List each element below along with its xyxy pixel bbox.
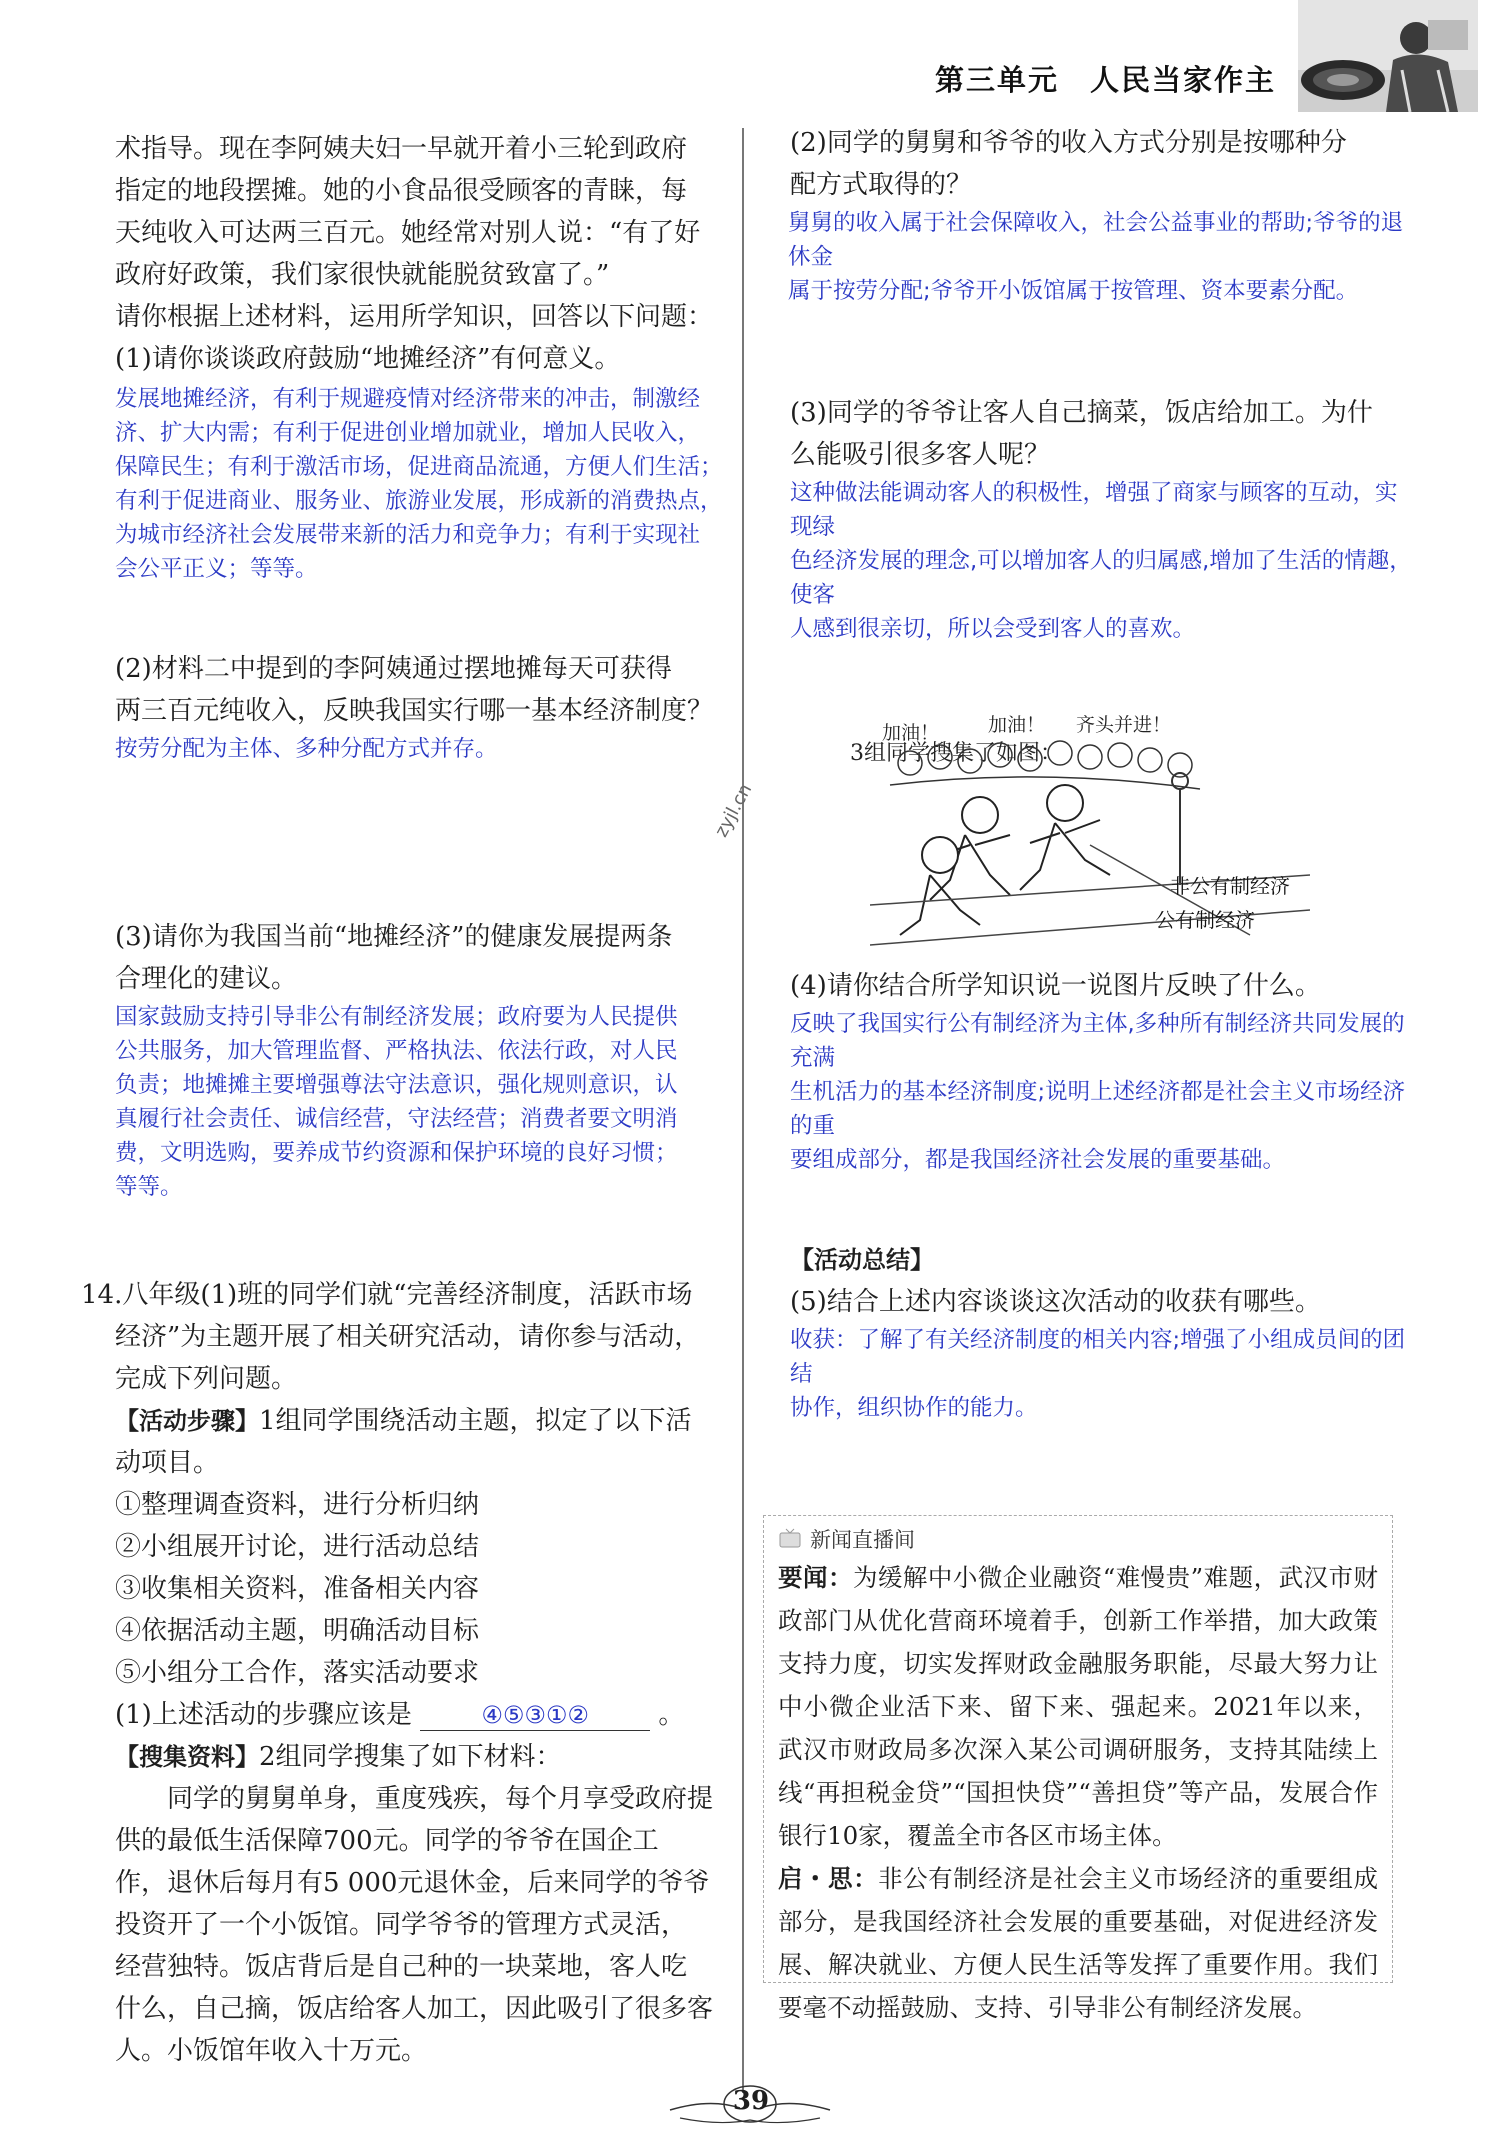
label-public-economy: 公有制经济 xyxy=(1155,908,1255,932)
figure-caption: 3组同学搜集了如图： xyxy=(850,741,1062,766)
collect-text: 供的最低生活保障700元。同学的爷爷在国企工 xyxy=(115,1826,659,1856)
collect-text: 人。小饭馆年收入十万元。 xyxy=(115,2036,428,2066)
collect-text: 同学的舅舅单身，重度残疾，每个月享受政府提 xyxy=(167,1784,714,1814)
question-14-1 xyxy=(115,1694,735,1736)
step-item: ⑤小组分工合作，落实活动要求 xyxy=(115,1658,480,1688)
think-text: 非公有制经济是社会主义市场经济的重要组成部分，是我国经济社会发展的重要基础，对促进经济发展、解决就业、方便人民生活等发挥了重要作用。我们要毫不动摇鼓励、支持、引导非公有制经济发展。 xyxy=(778,1864,1379,2022)
answer-line: 国家鼓励支持引导非公有制经济发展；政府要为人民提供 xyxy=(115,1004,678,1030)
answer-line: 等等。 xyxy=(115,1174,183,1200)
news-text: 为缓解中小微企业融资“难慢贵”难题，武汉市财政部门从优化营商环境着手，创新工作举措，加大政策支持力度，切实发挥财政金融服务职能，尽最大努力让中小微企业活下来、留下来、强起来。2021年以来，武汉市财政局多次深入某公司调研服务，支持其陆续上线“再担税金贷”“国担快贷”“善担贷”等产品，发展合作银行10家，覆盖全市各区市场主体。 xyxy=(778,1563,1378,1850)
watermark: zyjl.cn xyxy=(710,780,757,841)
page-number: 39 xyxy=(732,2086,770,2116)
collect-text: 经营独特。饭店背后是自己种的一块菜地，客人吃 xyxy=(115,1952,688,1982)
speech-bubble-2: 加油！ xyxy=(988,714,1046,736)
finish-post xyxy=(1172,773,1188,885)
answer-r5 xyxy=(790,1323,1415,1425)
question-r2: 配方式取得的？ xyxy=(790,170,973,200)
activity-steps-label: 【活动步骤】 xyxy=(115,1407,259,1435)
answer-line: 会公平正义；等等。 xyxy=(115,556,318,582)
tv-icon xyxy=(778,1528,804,1550)
material-line: 术指导。现在李阿姨夫妇一早就开着小三轮到政府 xyxy=(115,134,688,164)
material-line: 天纯收入可达两三百元。她经常对别人说：“有了好 xyxy=(115,218,701,248)
answer-r4 xyxy=(790,1007,1415,1177)
collect-label: 【搜集资料】 xyxy=(115,1743,259,1771)
answer-line: 色经济发展的理念,可以增加客人的归属感,增加了生活的情趣，使客 xyxy=(790,548,1412,608)
answer-line: 协作，组织协作的能力。 xyxy=(790,1395,1038,1421)
news-box xyxy=(763,1515,1393,2022)
answer-line: 这种做法能调动客人的积极性，增强了商家与顾客的互动，实现绿 xyxy=(790,480,1398,540)
question-14-intro: 经济”为主题开展了相关研究活动，请你参与活动， xyxy=(115,1322,701,1352)
steps-intro-text: 1组同学围绕活动主题，拟定了以下活 xyxy=(259,1406,692,1436)
answer-line: 公共服务，加大管理监督、严格执法、依法行政，对人民 xyxy=(115,1038,678,1064)
summary-label: 【活动总结】 xyxy=(790,1246,934,1274)
question-2: (2)材料二中提到的李阿姨通过摆地摊每天可获得 xyxy=(115,654,672,684)
answer-line: 保障民生；有利于激活市场，促进商品流通，方便人们生活； xyxy=(115,454,723,480)
answer-line: 有利于促进商业、服务业、旅游业发展，形成新的消费热点， xyxy=(115,488,723,514)
label-nonpublic-economy: 非公有制经济 xyxy=(1170,874,1290,898)
right-column xyxy=(790,122,1415,767)
speech-bubble-1: 加油！ xyxy=(882,722,940,744)
right-column-lower xyxy=(790,965,1415,1425)
runners xyxy=(900,785,1110,935)
answer-r2 xyxy=(788,206,1415,308)
answer-line: 舅舅的收入属于社会保障收入，社会公益事业的帮助;爷爷的退休金 xyxy=(788,210,1404,270)
answer-line: 要组成部分，都是我国经济社会发展的重要基础。 xyxy=(790,1147,1286,1173)
answer-1 xyxy=(115,382,735,586)
column-divider xyxy=(742,128,744,2093)
answer-line: 济、扩大内需；有利于促进创业增加就业，增加人民收入， xyxy=(115,420,701,446)
collect-intro-text: 2组同学搜集了如下材料： xyxy=(259,1742,562,1772)
question-14-1-text: (1)上述活动的步骤应该是 xyxy=(115,1700,412,1730)
steps-intro-text: 动项目。 xyxy=(115,1448,220,1478)
collect-text: 什么，自己摘，饭店给客人加工，因此吸引了很多客 xyxy=(115,1994,714,2024)
news-heading xyxy=(778,1524,1378,1554)
question-3: (3)请你为我国当前“地摊经济”的健康发展提两条 xyxy=(115,922,673,952)
answer-line: 真履行社会责任、诚信经营，守法经营；消费者要文明消 xyxy=(115,1106,678,1132)
answer-r3 xyxy=(790,476,1415,646)
question-r2: (2)同学的舅舅和爷爷的收入方式分别是按哪种分 xyxy=(790,128,1347,158)
step-item: ②小组展开讨论，进行活动总结 xyxy=(115,1532,480,1562)
material-line: 指定的地段摆摊。她的小食品很受顾客的青睐，每 xyxy=(115,176,688,206)
question-14-intro: 14.八年级(1)班的同学们就“完善经济制度，活跃市场 xyxy=(81,1280,693,1310)
activity-steps-intro xyxy=(115,1400,735,1442)
question-14-intro: 完成下列问题。 xyxy=(115,1364,298,1394)
material-line: 政府好政策，我们家很快就能脱贫致富了。” xyxy=(115,260,610,290)
question-3: 合理化的建议。 xyxy=(115,964,298,994)
answer-line: 人感到很亲切，所以会受到客人的喜欢。 xyxy=(790,616,1196,642)
collect-text: 投资开了一个小饭馆。同学爷爷的管理方式灵活， xyxy=(115,1910,688,1940)
question-prompt: 请你根据上述材料，运用所学知识，回答以下问题： xyxy=(115,302,714,332)
think-content xyxy=(778,1857,1378,2029)
answer-line: 生机活力的基本经济制度;说明上述经济都是社会主义市场经济的重 xyxy=(790,1079,1406,1139)
answer-line: 为城市经济社会发展带来新的活力和竞争力；有利于实现社 xyxy=(115,522,701,548)
step-item: ①整理调查资料，进行分析归纳 xyxy=(115,1490,480,1520)
answer-line: 收获：了解了有关经济制度的相关内容;增强了小组成员间的团结 xyxy=(790,1327,1406,1387)
answer-blank: ④⑤③①② xyxy=(420,1700,650,1731)
answer-line: 属于按劳分配;爷爷开小饭馆属于按管理、资本要素分配。 xyxy=(788,278,1359,304)
race-cartoon xyxy=(870,705,1310,960)
question-2: 两三百元纯收入，反映我国实行哪一基本经济制度？ xyxy=(115,696,714,726)
answer-line: 反映了我国实行公有制经济为主体,多种所有制经济共同发展的充满 xyxy=(790,1011,1405,1071)
question-1: (1)请你谈谈政府鼓励“地摊经济”有何意义。 xyxy=(115,344,621,374)
question-14-1-suffix: 。 xyxy=(658,1700,685,1730)
header-illustration xyxy=(1298,0,1478,112)
answer-line: 负责；地摊摊主要增强尊法守法意识，强化规则意识，认 xyxy=(115,1072,678,1098)
collect-text: 作，退休后每月有5 000元退休金，后来同学的爷爷 xyxy=(115,1868,710,1898)
collect-intro xyxy=(115,1736,735,1778)
speech-bubble-3: 齐头并进！ xyxy=(1076,714,1172,736)
answer-line: 费，文明选购，要养成节约资源和保护环境的良好习惯； xyxy=(115,1140,678,1166)
summary-heading xyxy=(790,1239,1415,1281)
answer-line: 发展地摊经济，有利于规避疫情对经济带来的冲击，制激经 xyxy=(115,386,701,412)
step-item: ④依据活动主题，明确活动目标 xyxy=(115,1616,480,1646)
news-label: 要闻： xyxy=(778,1563,853,1592)
news-content xyxy=(778,1556,1378,1857)
answer-3 xyxy=(115,1000,735,1204)
question-r3: 么能吸引很多客人呢？ xyxy=(790,440,1051,470)
question-r3: (3)同学的爷爷让客人自己摘菜，饭店给加工。为什 xyxy=(790,398,1373,428)
news-heading-text: 新闻直播间 xyxy=(810,1528,915,1552)
question-r4: (4)请你结合所学知识说一说图片反映了什么。 xyxy=(790,971,1321,1001)
left-column xyxy=(81,128,735,2072)
question-r5: (5)结合上述内容谈谈这次活动的收获有哪些。 xyxy=(790,1287,1321,1317)
unit-title: 第三单元 人民当家作主 xyxy=(935,63,1277,97)
answer-2: 按劳分配为主体、多种分配方式并存。 xyxy=(115,736,498,762)
crowd xyxy=(890,741,1200,789)
step-item: ③收集相关资料，准备相关内容 xyxy=(115,1574,480,1604)
think-label: 启・思： xyxy=(778,1864,879,1893)
